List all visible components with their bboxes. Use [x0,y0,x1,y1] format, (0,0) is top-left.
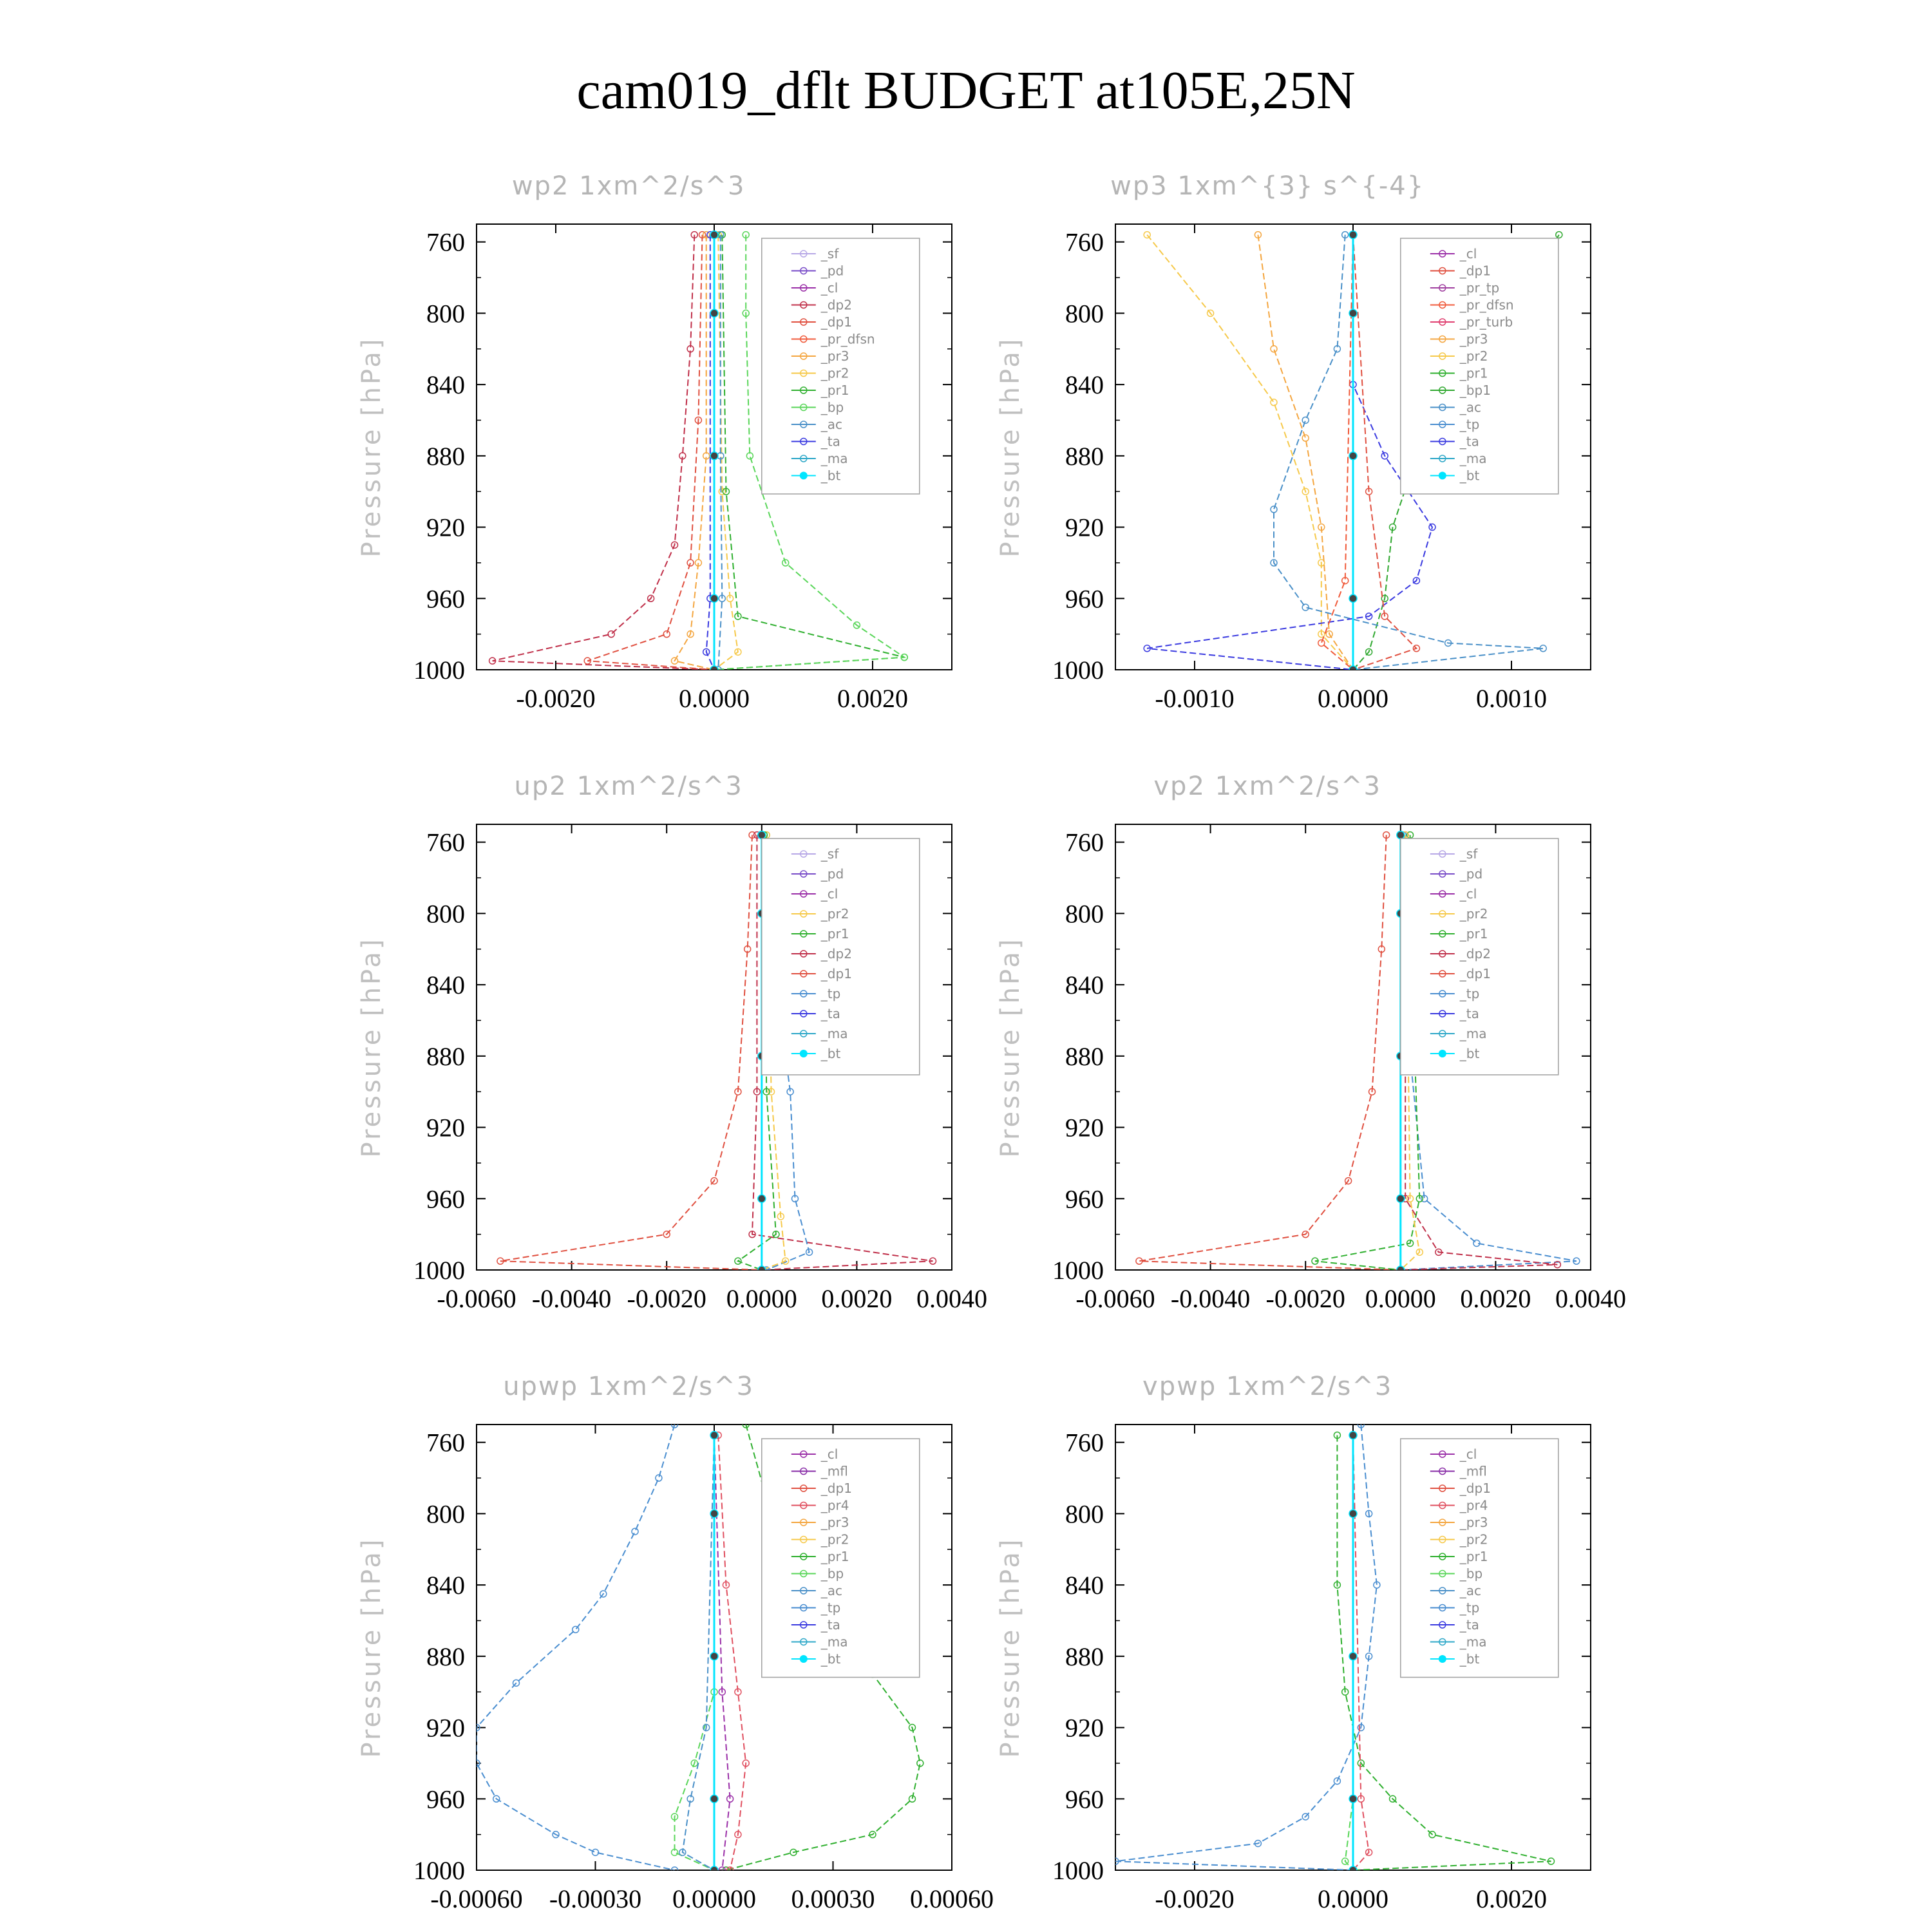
legend-label: _pr_dfsn [820,331,875,347]
y-tick-label: 800 [426,1499,465,1529]
y-axis-label: Pressure [hPa] [357,936,386,1158]
legend-label: _pr2 [820,1531,849,1548]
panel-vp2 [996,772,1626,1313]
x-tick-label: -0.0040 [1170,1284,1251,1313]
y-axis-label: Pressure [hPa] [357,336,386,558]
series-marker-_bt [710,1795,718,1803]
y-tick-label: 800 [1065,299,1104,328]
legend-label: _bt [820,468,841,484]
legend-label: _pr1 [820,383,849,398]
series-line-_ac [683,1435,714,1870]
legend-label: _ta [1459,1006,1479,1021]
y-tick-label: 840 [426,370,465,400]
x-tick-label: -0.0060 [437,1284,516,1313]
legend-label: _tp [1459,1600,1480,1616]
legend-label: _dp1 [1459,263,1491,279]
series-marker-_pr2 [1271,399,1277,406]
series-marker-_bt [710,1510,718,1517]
y-tick-label: 960 [426,1184,465,1214]
legend-label: _cl [820,1446,838,1462]
y-tick-label: 760 [426,828,465,857]
series-line-_dp1 [500,835,762,1270]
y-tick-label: 840 [1065,1571,1104,1600]
page-title: cam019_dflt BUDGET at105E,25N [576,61,1356,120]
legend-label: _ac [1459,399,1482,415]
y-tick-label: 760 [426,1428,465,1457]
legend-marker [800,1050,808,1057]
legend-label: _dp2 [1459,946,1491,961]
y-tick-label: 760 [426,227,465,257]
series-line-_pr2 [1147,235,1353,670]
y-tick-label: 1000 [1052,1856,1104,1885]
panel-title: upwp 1xm^2/s^3 [503,1372,755,1401]
y-tick-label: 1000 [413,1856,465,1885]
x-tick-label: -0.00060 [430,1884,523,1913]
series-line-_dp2 [493,235,714,670]
legend-label: _dp1 [1459,1481,1491,1496]
series-marker-_bt [1349,1432,1357,1439]
series-marker-_ac [1302,417,1309,423]
legend-label: _bp [820,1566,844,1582]
legend-label: _bt [820,1046,841,1061]
panel-title: wp3 1xm^{3} s^{-4} [1110,171,1425,201]
legend-label: _pr2 [820,365,849,381]
series-line-_tp [477,1425,675,1870]
legend-marker [800,472,808,480]
legend-label: _ma [820,1026,848,1041]
legend-label: _bp1 [1459,383,1491,398]
legend-label: _pr3 [820,348,849,364]
series-line-_dp1 [1139,835,1401,1270]
series-marker-_tp [573,1626,579,1633]
y-tick-label: 1000 [1052,1256,1104,1285]
series-marker-_bt [710,231,718,239]
x-tick-label: -0.0040 [531,1284,612,1313]
series-marker-_dp2 [608,631,614,638]
series-marker-_bt [1349,594,1357,602]
legend-label: _ma [1459,1026,1487,1041]
legend-label: _dp2 [820,297,852,313]
legend-label: _ma [820,1634,848,1650]
x-tick-label: 0.00000 [672,1884,756,1913]
x-tick-label: 0.0000 [1318,684,1388,713]
series-line-_pr3 [675,235,715,670]
legend-label: _pd [820,263,844,279]
y-tick-label: 920 [1065,513,1104,542]
series-marker-_bt [758,831,766,839]
legend-label: _dp1 [820,1481,852,1496]
series-marker-_pr_dfsn [1318,639,1325,646]
y-tick-label: 920 [1065,1713,1104,1743]
panel-upwp [357,1372,994,1913]
y-tick-label: 920 [426,1713,465,1743]
x-tick-label: -0.00030 [549,1884,642,1913]
x-tick-label: 0.0010 [1476,684,1547,713]
y-tick-label: 760 [1065,828,1104,857]
legend-label: _pr4 [820,1497,849,1513]
x-tick-label: -0.0020 [627,1284,706,1313]
legend-label: _dp1 [820,966,852,981]
x-tick-label: 0.0000 [1318,1884,1388,1913]
series-marker-_bt [710,309,718,317]
legend-label: _pr2 [820,906,849,922]
legend-label: _dp1 [820,314,852,330]
y-tick-label: 760 [1065,227,1104,257]
panel-vpwp [996,1372,1591,1913]
panel-title: vp2 1xm^2/s^3 [1153,772,1381,801]
series-marker-_bt [1349,666,1357,674]
legend-label: _ta [820,1006,840,1021]
legend-label: _cl [820,280,838,296]
series-marker-_bt [1397,1266,1405,1274]
y-axis-label: Pressure [hPa] [996,1537,1025,1758]
panel-wp2 [357,171,952,713]
series-marker-_dp1 [687,560,694,566]
x-tick-label: 0.0040 [1555,1284,1626,1313]
legend-label: _bt [1459,468,1480,484]
y-tick-label: 880 [1065,441,1104,471]
series-marker-_bt [1397,831,1405,839]
legend-label: _mfl [820,1463,848,1479]
series-marker-_bt [758,1266,766,1274]
y-tick-label: 920 [1065,1113,1104,1142]
y-tick-label: 800 [1065,899,1104,929]
x-tick-label: 0.0020 [821,1284,893,1313]
panel-title: vpwp 1xm^2/s^3 [1142,1372,1393,1401]
y-axis-label: Pressure [hPa] [357,1537,386,1758]
x-tick-label: 0.0020 [837,684,908,713]
y-tick-label: 840 [426,1571,465,1600]
legend-label: _pd [1459,866,1483,882]
y-tick-label: 1000 [1052,656,1104,685]
series-line-_pr_dfsn [1321,235,1353,670]
series-marker-_bt [1349,1795,1357,1803]
legend-label: _pr_tp [1459,280,1500,296]
series-marker-_ac [1271,506,1277,513]
panel-title: up2 1xm^2/s^3 [514,772,743,801]
legend-label: _ac [1459,1583,1482,1598]
series-marker-_bt [1349,231,1357,239]
legend-label: _bp [820,399,844,415]
series-marker-_bt [710,666,718,674]
legend-label: _pr1 [820,926,849,942]
series-marker-_bt [710,1866,718,1874]
x-tick-label: 0.0040 [916,1284,987,1313]
series-marker-_bt [1349,452,1357,460]
series-marker-_bt [1349,1866,1357,1874]
legend-label: _pr3 [1459,331,1488,347]
legend-label: _sf [820,846,839,862]
y-tick-label: 840 [426,971,465,1000]
legend-label: _tp [1459,986,1480,1001]
series-marker-_dp1 [663,631,670,638]
y-axis-label: Pressure [hPa] [996,336,1025,558]
panel-wp3 [996,171,1591,713]
x-tick-label: 0.00060 [910,1884,994,1913]
y-tick-label: 960 [426,584,465,614]
x-tick-label: 0.0000 [679,684,750,713]
series-marker-_bt [1349,1510,1357,1517]
legend-label: _dp2 [820,946,852,961]
panel-title: wp2 1xm^2/s^3 [511,171,746,201]
legend-label: _pr3 [1459,1515,1488,1530]
y-tick-label: 960 [1065,1184,1104,1214]
x-tick-label: 0.0020 [1460,1284,1531,1313]
legend-label: _ta [1459,1617,1479,1633]
legend-label: _bt [1459,1046,1480,1061]
legend-label: _pr2 [1459,348,1488,364]
legend-label: _pr3 [820,1515,849,1530]
y-tick-label: 960 [1065,584,1104,614]
x-tick-label: 0.0000 [726,1284,797,1313]
y-tick-label: 800 [426,899,465,929]
legend-label: _pr2 [1459,906,1488,922]
legend-marker [1439,1655,1446,1663]
series-marker-_tp [632,1528,638,1535]
series-marker-_pr3 [1302,435,1309,441]
x-tick-label: 0.0020 [1476,1884,1547,1913]
legend-label: _pr1 [1459,365,1488,381]
y-tick-label: 880 [426,1041,465,1071]
x-tick-label: -0.0010 [1155,684,1235,713]
x-tick-label: -0.0020 [516,684,596,713]
panel-up2 [357,772,987,1313]
y-tick-label: 840 [1065,370,1104,400]
series-line-_ta [1147,235,1432,670]
legend-label: _pr1 [1459,1549,1488,1564]
legend-label: _bt [820,1651,841,1667]
legend-marker [800,1655,808,1663]
y-tick-label: 960 [1065,1785,1104,1814]
series-marker-_bt [758,1195,766,1202]
y-axis-label: Pressure [hPa] [996,936,1025,1158]
y-tick-label: 880 [1065,1041,1104,1071]
legend-label: _tp [820,1600,841,1616]
legend-marker [1439,472,1446,480]
legend-label: _sf [820,246,839,261]
x-tick-label: -0.0020 [1265,1284,1345,1313]
series-marker-_bt [710,1653,718,1660]
series-marker-_bt [710,1432,718,1439]
legend-label: _bt [1459,1651,1480,1667]
y-tick-label: 880 [426,1642,465,1671]
legend-label: _ac [820,1583,843,1598]
legend-label: _ma [1459,1634,1487,1650]
y-tick-label: 920 [426,513,465,542]
series-marker-_bt [710,594,718,602]
series-marker-_bt [1397,1195,1405,1202]
y-tick-label: 880 [426,441,465,471]
y-tick-label: 1000 [413,656,465,685]
y-tick-label: 1000 [413,1256,465,1285]
legend-label: _ma [1459,451,1487,466]
legend-label: _ta [820,433,840,450]
y-tick-label: 800 [1065,1499,1104,1529]
legend-label: _ac [820,417,843,432]
legend-label: _bp [1459,1566,1483,1582]
legend-label: _cl [1459,246,1477,261]
x-tick-label: -0.0060 [1075,1284,1155,1313]
legend-label: _pr2 [1459,1531,1488,1548]
series-line-_dp1 [587,235,714,670]
y-tick-label: 800 [426,299,465,328]
legend-label: _tp [1459,417,1480,432]
legend-marker [1439,1050,1446,1057]
series-marker-_pr3 [1271,346,1277,352]
y-tick-label: 880 [1065,1642,1104,1671]
legend-label: _ta [1459,433,1479,450]
legend-label: _dp1 [1459,966,1491,981]
series-marker-_bt [1349,1653,1357,1660]
x-tick-label: 0.0000 [1365,1284,1436,1313]
legend-label: _ta [820,1617,840,1633]
y-tick-label: 840 [1065,971,1104,1000]
legend-label: _pd [820,866,844,882]
y-tick-label: 920 [426,1113,465,1142]
legend-label: _ma [820,451,848,466]
series-line-_tp [1115,1425,1377,1870]
x-tick-label: 0.00030 [791,1884,875,1913]
legend-label: _sf [1459,846,1478,862]
legend-label: _cl [1459,1446,1477,1462]
legend-label: _tp [820,986,841,1001]
legend-label: _pr_dfsn [1459,297,1514,313]
legend-label: _mfl [1459,1463,1487,1479]
legend-label: _cl [820,886,838,902]
legend-label: _pr_turb [1459,314,1513,330]
legend-label: _pr1 [1459,926,1488,942]
y-tick-label: 760 [1065,1428,1104,1457]
series-marker-_bt [710,452,718,460]
series-line-_pr4 [718,1435,746,1870]
legend-label: _pr4 [1459,1497,1488,1513]
legend-label: _pr1 [820,1549,849,1564]
legend-label: _cl [1459,886,1477,902]
series-marker-_bt [1349,309,1357,317]
y-tick-label: 960 [426,1785,465,1814]
x-tick-label: -0.0020 [1155,1884,1235,1913]
